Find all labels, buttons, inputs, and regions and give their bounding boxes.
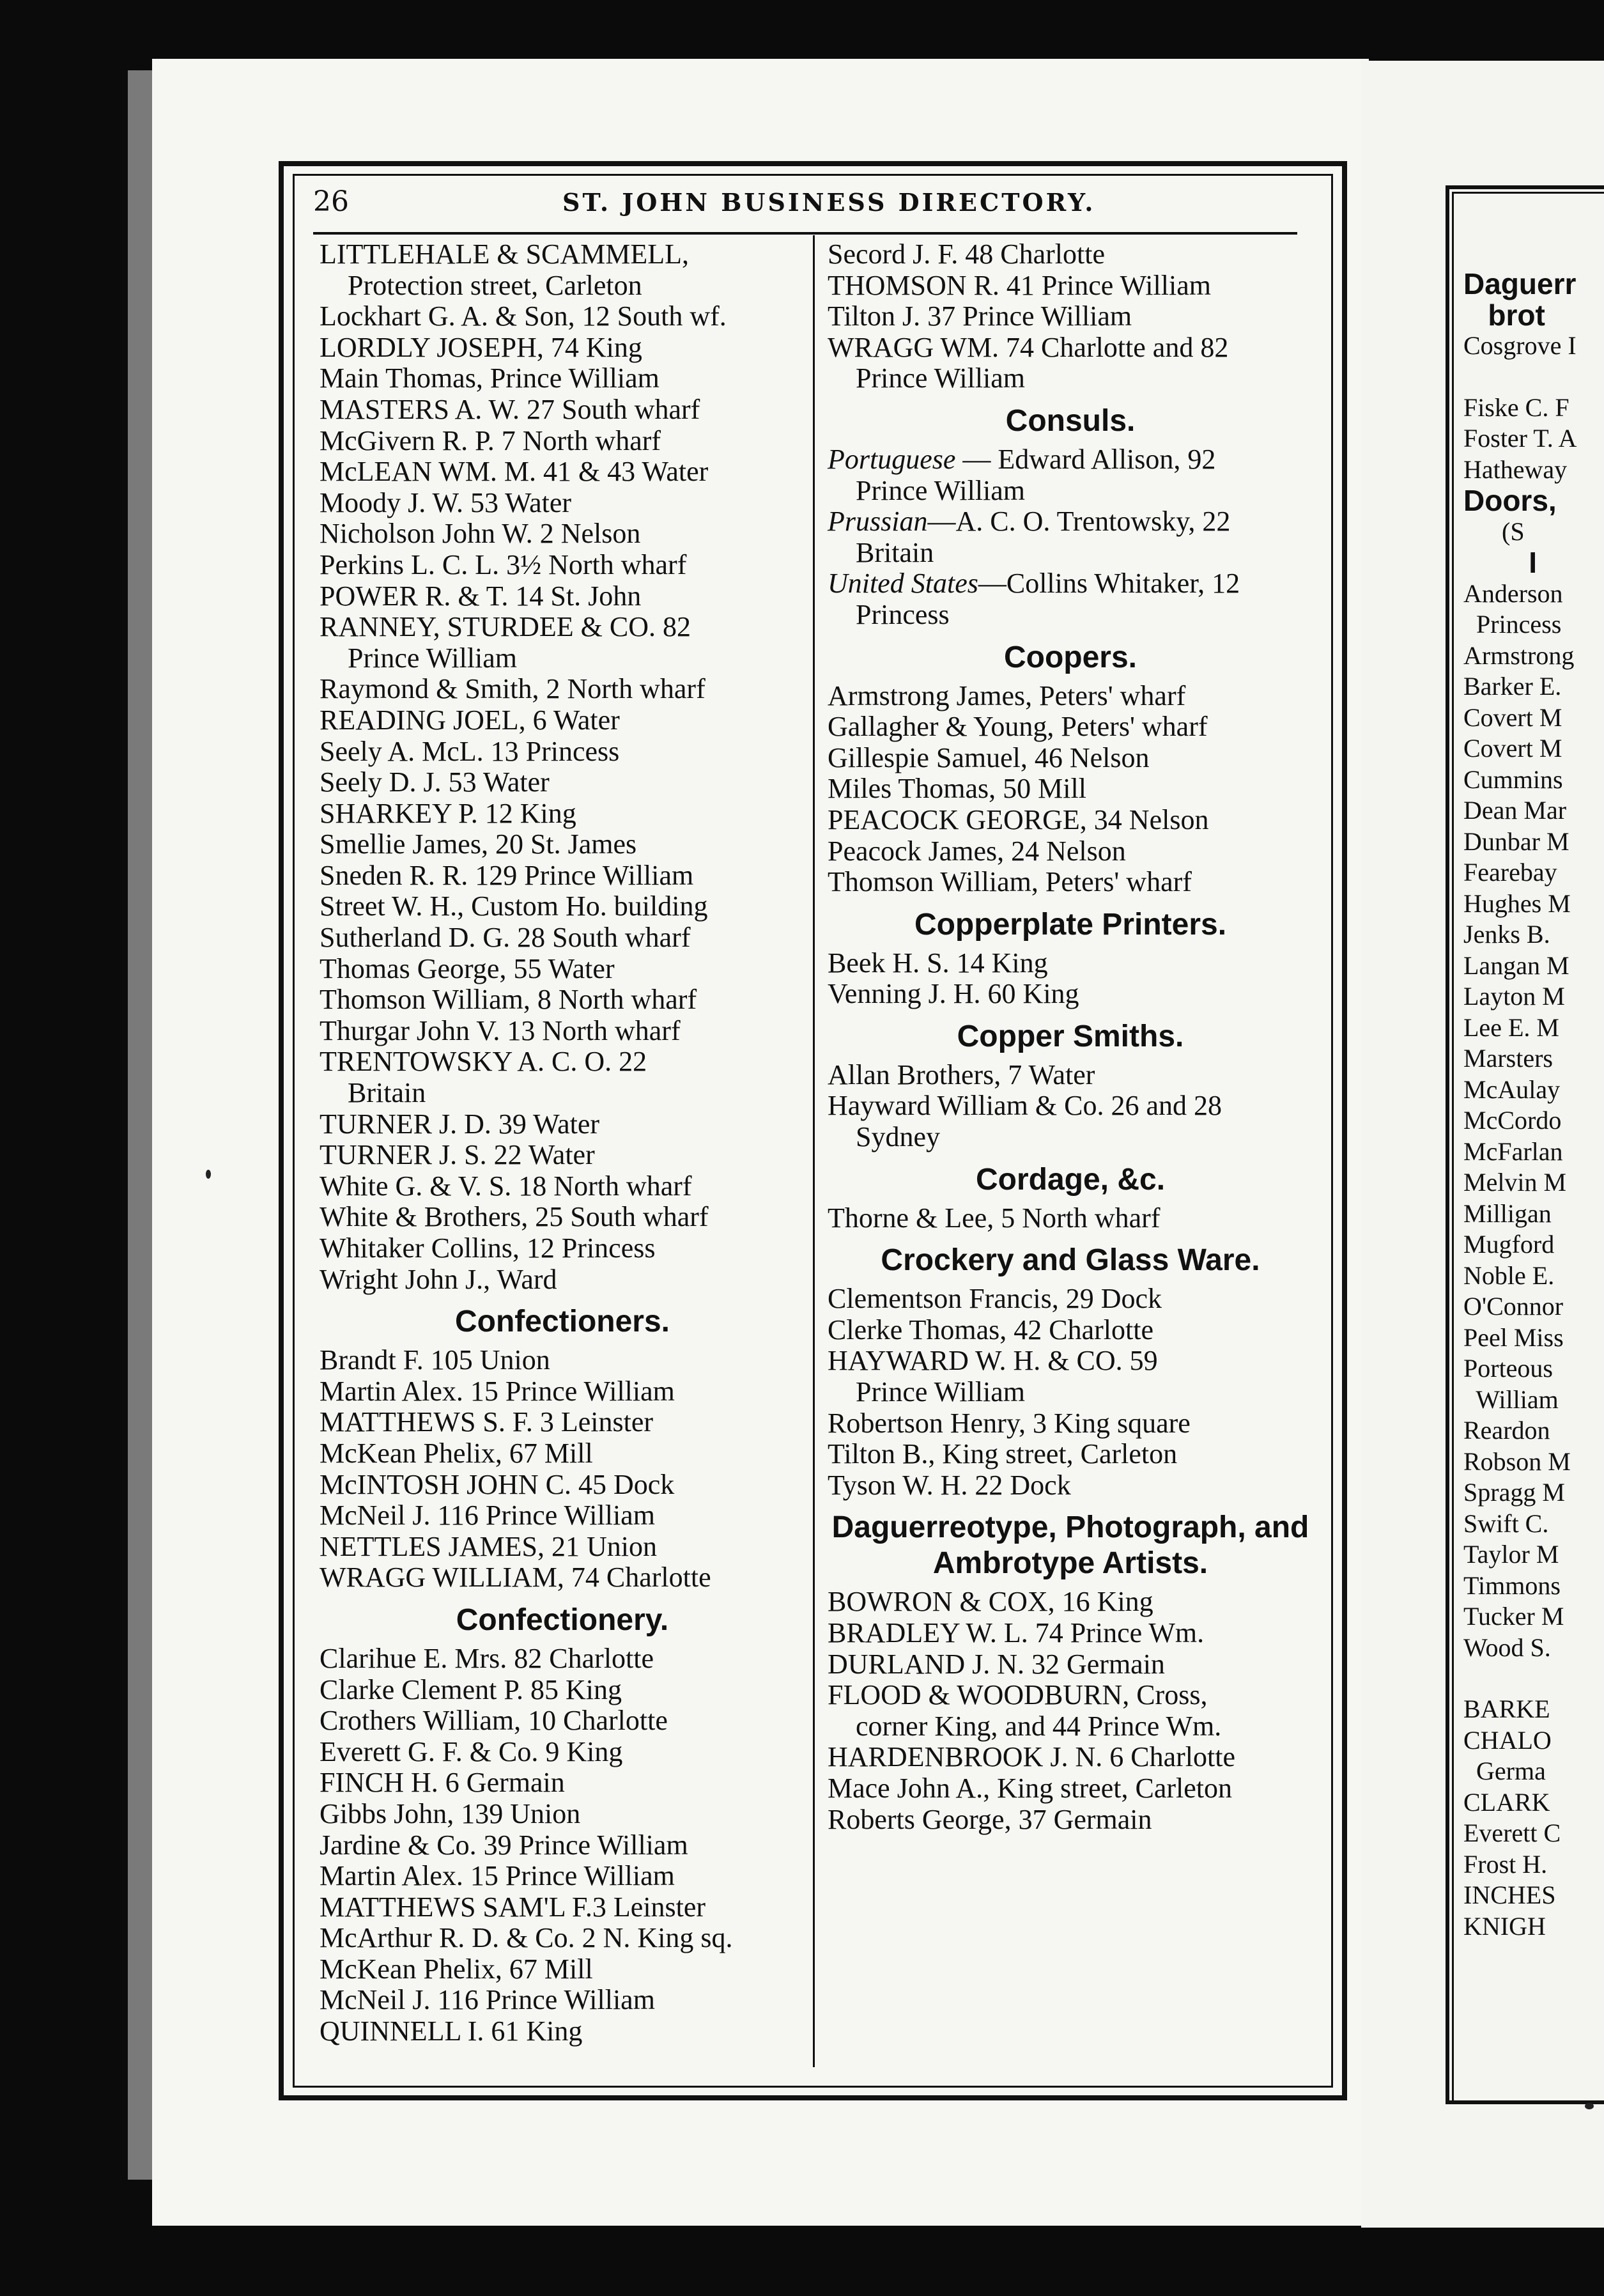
facing-page-heading: brot [1463,298,1545,332]
listing-entry: Thorne & Lee, 5 North wharf [828,1202,1161,1234]
facing-page-line: Dean Mar [1463,796,1567,825]
facing-page-line: Hughes M [1463,888,1571,918]
listing-entry: Street W. H., Custom Ho. building [320,890,708,922]
listing-entry: WRAGG WM. 74 Charlotte and 82 [828,331,1229,363]
listing-entry: Seely D. J. 53 Water [320,766,550,798]
consul-entry [828,444,1313,476]
facing-page-line: McFarlan [1463,1136,1563,1166]
listing-entry: TURNER J. S. 22 Water [320,1139,595,1171]
listing-continuation: Princess [856,598,950,630]
listing-entry: Gallagher & Young, Peters' wharf [828,711,1208,743]
listing-entry: McNeil J. 116 Prince William [320,1500,655,1532]
listing-entry: Lockhart G. A. & Son, 12 South wf. [320,300,727,332]
listing-entry: Everett G. F. & Co. 9 King [320,1735,623,1767]
facing-page-line: Everett C [1463,1819,1561,1847]
listing-entry: Brandt F. 105 Union [320,1344,550,1376]
facing-page-line: Tucker M [1463,1602,1564,1631]
listing-entry: HAYWARD W. H. & CO. 59 [828,1345,1158,1377]
facing-page-heading: Doors, [1463,484,1557,517]
facing-page-line: Dunbar M [1463,826,1569,856]
section-heading: Copperplate Printers. [914,907,1227,942]
consul-country: United States [828,568,978,600]
facing-page-heading: Daguerr [1463,268,1577,300]
listing-entry: Miles Thomas, 50 Mill [828,773,1086,805]
facing-page-line: Milligan [1463,1198,1552,1228]
listing-continuation: Prince William [348,642,518,674]
listing-entry: Wright John J., Ward [320,1263,557,1295]
print-speck [1585,2103,1594,2109]
listing-entry: MASTERS A. W. 27 South wharf [320,393,700,425]
facing-page-line: McCordo [1463,1106,1562,1135]
facing-page-heading: I [1463,546,1538,579]
listing-entry: Secord J. F. 48 Charlotte [828,238,1105,270]
facing-page-line: Lee E. M [1463,1012,1559,1042]
facing-page-line: BARKE [1463,1695,1550,1723]
facing-page-line: Cosgrove I [1463,331,1577,360]
listing-entry: NETTLES JAMES, 21 Union [320,1530,657,1562]
listing-entry: Venning J. H. 60 King [828,978,1079,1010]
section-heading: Cordage, &c. [975,1162,1166,1197]
listing-entry: QUINNELL I. 61 King [320,2015,583,2047]
listing-entry: MATTHEWS SAM'L F.3 Leinster [320,1891,706,1923]
facing-page-line: Princess [1463,610,1562,639]
listing-entry: McNeil J. 116 Prince William [320,1984,655,2016]
listing-continuation: Britain [856,536,934,568]
listing-entry: Thomson William, Peters' wharf [828,866,1192,898]
consul-details: —Collins Whitaker, 12 [978,568,1240,600]
listing-entry: McGivern R. P. 7 North wharf [320,424,661,456]
section-heading: Daguerreotype, Photograph, and Ambrotype Artists. [831,1510,1309,1581]
facing-page-line: O'Connor [1463,1292,1564,1321]
facing-page-line: CLARK [1463,1787,1550,1817]
listing-entry: Thurgar John V. 13 North wharf [320,1014,681,1046]
listing-entry: PEACOCK GEORGE, 34 Nelson [828,803,1209,835]
header-rule [313,232,1297,235]
right-column [828,239,1313,1835]
facing-page-line: Reardon [1463,1416,1550,1445]
listing-entry: TRENTOWSKY A. C. O. 22 [320,1046,647,1078]
listing-entry: Mace John A., King street, Carleton [828,1772,1232,1804]
listing-entry: Tilton J. 37 Prince William [828,300,1132,332]
page-number: 26 [313,185,349,218]
listing-entry: FLOOD & WOODBURN, Cross, [828,1679,1208,1711]
facing-page-line: Taylor M [1463,1540,1559,1569]
listing-entry: McLEAN WM. M. 41 & 43 Water [320,456,709,488]
listing-entry: Perkins L. C. L. 3½ North wharf [320,548,687,580]
consul-details: — Edward Allison, 92 [955,443,1216,475]
listing-entry: Sneden R. R. 129 Prince William [320,859,694,891]
listing-entry: Seely A. McL. 13 Princess [320,735,620,767]
facing-page-line: Timmons [1463,1571,1561,1600]
listing-entry: LORDLY JOSEPH, 74 King [320,331,642,363]
listing-continuation: Prince William [856,362,1026,394]
listing-entry: McArthur R. D. & Co. 2 N. King sq. [320,1922,733,1954]
listing-entry: Crothers William, 10 Charlotte [320,1705,668,1737]
facing-page-line: CHALO [1463,1725,1552,1755]
listing-entry: Tyson W. H. 22 Dock [828,1469,1071,1501]
listing-continuation: Sydney [856,1121,940,1153]
section-heading: Crockery and Glass Ware. [881,1243,1260,1278]
listing-entry: BRADLEY W. L. 74 Prince Wm. [828,1617,1205,1648]
facing-page-line: Layton M [1463,982,1565,1011]
facing-page-line: Jenks B. [1463,920,1550,949]
listing-entry: Allan Brothers, 7 Water [828,1059,1095,1090]
facing-page-line: Frost H. [1463,1849,1548,1879]
section-heading: Confectioners. [454,1305,670,1339]
listing-continuation: Prince William [856,474,1026,506]
facing-page-line [1463,362,1604,392]
listing-entry: Clerke Thomas, 42 Charlotte [828,1314,1153,1346]
facing-page-line: Hatheway [1463,454,1568,484]
consul-details: —A. C. O. Trentowsky, 22 [927,506,1231,538]
facing-page-line: INCHES [1463,1881,1556,1909]
listing-entry: LITTLEHALE & SCAMMELL, [320,238,690,270]
page-header [313,185,1297,224]
facing-page-line: Noble E. [1463,1260,1555,1290]
listing-entry: Gillespie Samuel, 46 Nelson [828,741,1150,773]
listing-entry: Thomas George, 55 Water [320,952,615,984]
facing-page-line: Melvin M [1463,1168,1567,1197]
listing-entry: Martin Alex. 15 Prince William [320,1860,675,1892]
listing-entry: Raymond & Smith, 2 North wharf [320,673,706,705]
facing-page-line: Langan M [1463,950,1569,980]
facing-page-line: Fearebay [1463,858,1557,887]
facing-page-line: Barker E. [1463,672,1562,701]
facing-page-line: Anderson [1463,578,1563,608]
listing-entry: Smellie James, 20 St. James [320,828,637,860]
facing-page-line: KNIGH [1463,1911,1546,1941]
facing-page-line: William [1463,1385,1559,1414]
facing-page-line [1463,1663,1604,1694]
listing-entry: White & Brothers, 25 South wharf [320,1201,709,1233]
listing-entry: Sutherland D. G. 28 South wharf [320,922,691,954]
facing-page-line: Fiske C. F [1463,392,1569,422]
consul-entry [828,506,1313,538]
listing-entry: DURLAND J. N. 32 Germain [828,1648,1165,1680]
section-heading: Confectionery. [456,1602,669,1637]
listing-entry: Main Thomas, Prince William [320,362,659,394]
listing-continuation: Protection street, Carleton [348,269,642,301]
listing-entry: MATTHEWS S. F. 3 Leinster [320,1406,654,1438]
listing-entry: FINCH H. 6 Germain [320,1767,565,1799]
listing-entry: TURNER J. D. 39 Water [320,1108,600,1140]
listing-entry: Gibbs John, 139 Union [320,1797,581,1829]
listing-entry: Moody J. W. 53 Water [320,486,572,518]
listing-entry: BOWRON & COX, 16 King [828,1586,1153,1618]
column-divider [813,235,815,2067]
listing-entry: SHARKEY P. 12 King [320,797,576,829]
running-title: ST. JOHN BUSINESS DIRECTORY. [562,188,1096,217]
consul-country: Portuguese [828,443,956,475]
facing-page-line: Wood S. [1463,1633,1551,1662]
listing-entry: Jardine & Co. 39 Prince William [320,1829,688,1861]
listing-entry: Hayward William & Co. 26 and 28 [828,1090,1222,1122]
facing-page-line: Armstrong [1463,640,1575,670]
section-heading: Consuls. [1005,403,1136,438]
facing-page-line: Marsters [1463,1044,1553,1073]
listing-entry: Robertson Henry, 3 King square [828,1407,1191,1439]
listing-entry: White G. & V. S. 18 North wharf [320,1170,692,1202]
section-heading: Copper Smiths. [957,1019,1184,1053]
facing-page-line: Germa [1463,1757,1546,1785]
listing-entry: Thomson William, 8 North wharf [320,984,697,1016]
listing-entry: Clementson Francis, 29 Dock [828,1283,1162,1315]
listing-entry: Martin Alex. 15 Prince William [320,1375,675,1407]
facing-page-line: Spragg M [1463,1478,1565,1507]
listing-entry: McINTOSH JOHN C. 45 Dock [320,1468,675,1500]
listing-entry: THOMSON R. 41 Prince William [828,269,1211,301]
listing-continuation: corner King, and 44 Prince Wm. [856,1710,1222,1742]
facing-page-line: Mugford [1463,1230,1555,1259]
facing-page-line: McAulay [1463,1074,1561,1104]
listing-continuation: Prince William [856,1376,1026,1408]
listing-entry: Peacock James, 24 Nelson [828,835,1126,867]
listing-entry: Clarihue E. Mrs. 82 Charlotte [320,1642,654,1674]
consul-country: Prussian [828,506,928,538]
listing-entry: WRAGG WILLIAM, 74 Charlotte [320,1562,711,1594]
facing-page-line: Covert M [1463,734,1562,763]
facing-page-line: Robson M [1463,1447,1571,1476]
facing-page-text [1463,268,1604,1942]
listing-entry: POWER R. & T. 14 St. John [320,580,642,612]
listing-entry: READING JOEL, 6 Water [320,704,620,736]
listing-entry: Nicholson John W. 2 Nelson [320,518,641,550]
listing-entry: McKean Phelix, 67 Mill [320,1953,593,1985]
section-heading: Coopers. [1003,640,1137,674]
facing-page-line: Foster T. A [1463,424,1577,453]
listing-entry: Roberts George, 37 Germain [828,1803,1152,1835]
facing-page-line: Cummins [1463,764,1563,794]
listing-entry: Clarke Clement P. 85 King [320,1673,622,1705]
facing-page-line: (S [1463,516,1525,546]
listing-entry: Whitaker Collins, 12 Princess [320,1232,656,1264]
left-column [320,239,805,2047]
listing-entry: RANNEY, STURDEE & CO. 82 [320,611,691,643]
listing-entry: Tilton B., King street, Carleton [828,1438,1178,1470]
consul-entry [828,568,1313,600]
book-spine [128,70,153,2180]
listing-entry: Armstrong James, Peters' wharf [828,679,1186,711]
facing-page-line: Peel Miss [1463,1323,1564,1352]
facing-page-line: Swift C. [1463,1509,1549,1538]
listing-entry: HARDENBROOK J. N. 6 Charlotte [828,1741,1235,1773]
listing-entry: McKean Phelix, 67 Mill [320,1437,593,1469]
listing-continuation: Britain [348,1077,426,1109]
print-speck [206,1170,211,1179]
facing-page-line: Porteous [1463,1354,1553,1383]
listing-entry: Beek H. S. 14 King [828,947,1048,979]
facing-page-line: Covert M [1463,702,1562,732]
